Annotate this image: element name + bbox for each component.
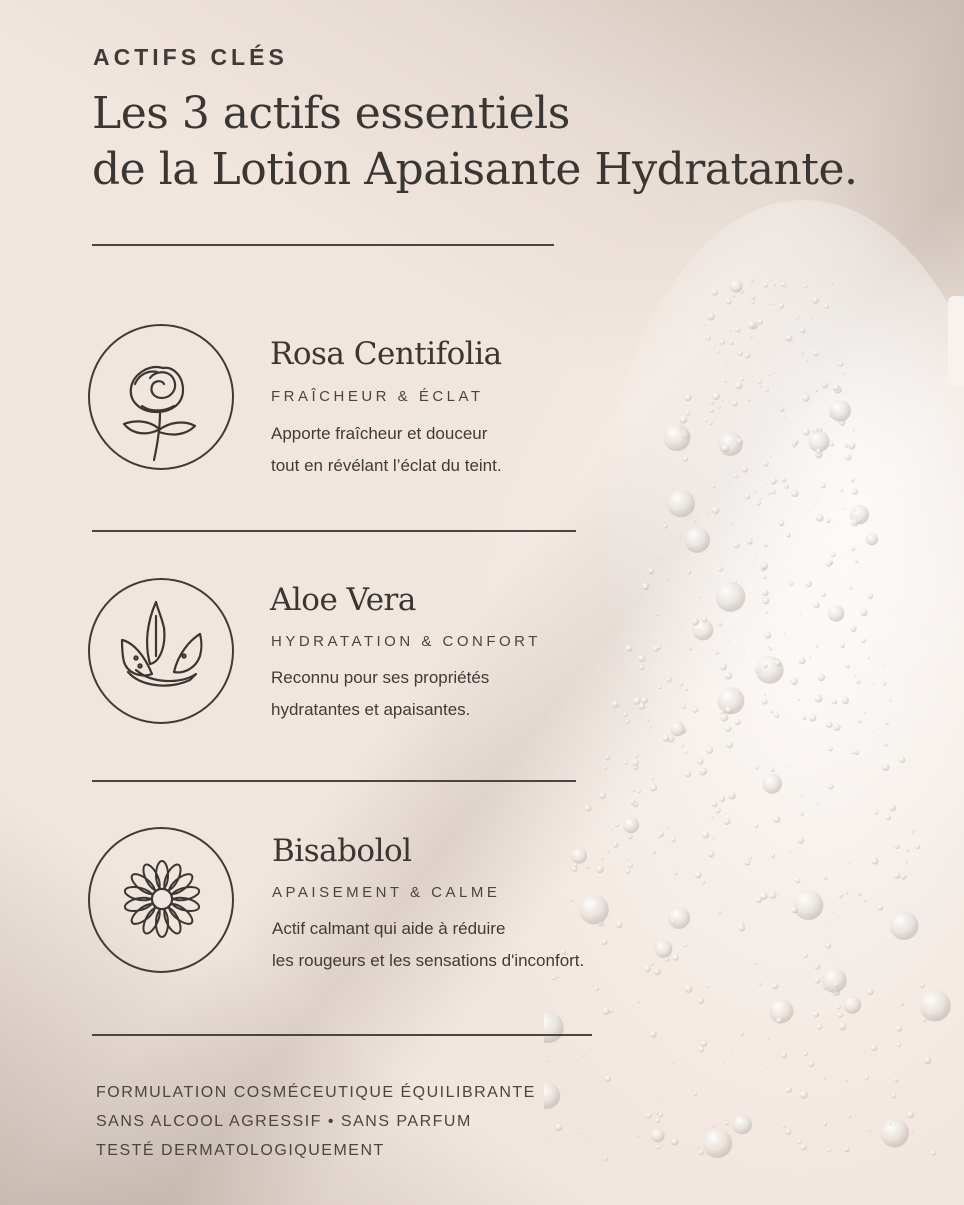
desc-line: Reconnu pour ses propriétés bbox=[271, 668, 490, 687]
title-divider bbox=[92, 244, 554, 246]
footer-claims bbox=[96, 1078, 536, 1165]
ingredient-name-rosa: Rosa Centifolia bbox=[270, 336, 502, 372]
title-line-2: de la Lotion Apaisante Hydratante. bbox=[92, 144, 858, 195]
section-divider-1 bbox=[92, 530, 576, 532]
title-line-1: Les 3 actifs essentiels bbox=[92, 88, 570, 139]
ingredient-name-aloe: Aloe Vera bbox=[270, 582, 416, 618]
desc-line: les rougeurs et les sensations d'inconfort. bbox=[272, 951, 585, 970]
eyebrow-label: ACTIFS CLÉS bbox=[93, 44, 288, 70]
ingredient-subtitle-aloe: HYDRATATION & CONFORT bbox=[271, 633, 541, 650]
section-divider-2 bbox=[92, 780, 576, 782]
page-title bbox=[92, 86, 857, 198]
ingredient-subtitle-rosa: FRAÎCHEUR & ÉCLAT bbox=[271, 388, 484, 405]
desc-line: tout en révélant l’éclat du teint. bbox=[271, 456, 502, 475]
footer-line-3: TESTÉ DERMATOLOGIQUEMENT bbox=[96, 1142, 385, 1159]
ingredient-desc-aloe bbox=[271, 662, 489, 726]
footer-line-2: SANS ALCOOL AGRESSIF • SANS PARFUM bbox=[96, 1113, 472, 1130]
section-divider-3 bbox=[92, 1034, 592, 1036]
rose-icon bbox=[88, 324, 234, 470]
desc-line: hydratantes et apaisantes. bbox=[271, 700, 471, 719]
ingredient-desc-rosa bbox=[271, 418, 502, 482]
aloe-icon bbox=[88, 578, 234, 724]
footer-line-1: FORMULATION COSMÉCEUTIQUE ÉQUILIBRANTE bbox=[96, 1084, 536, 1101]
ingredient-name-bisabolol: Bisabolol bbox=[272, 833, 412, 869]
daisy-icon bbox=[88, 827, 234, 973]
desc-line: Actif calmant qui aide à réduire bbox=[272, 919, 506, 938]
ingredient-subtitle-bisabolol: APAISEMENT & CALME bbox=[272, 884, 501, 901]
desc-line: Apporte fraîcheur et douceur bbox=[271, 424, 488, 443]
water-spray-image bbox=[544, 200, 964, 1200]
ingredient-desc-bisabolol bbox=[272, 913, 584, 977]
